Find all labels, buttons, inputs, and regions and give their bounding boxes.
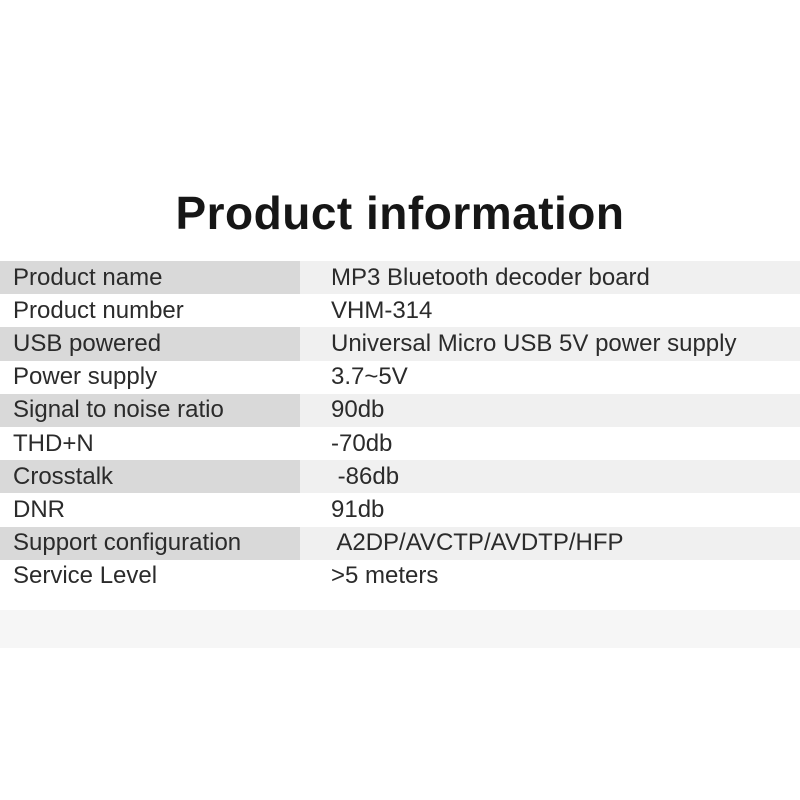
spec-label: Support configuration [0,527,300,560]
spec-value: VHM-314 [331,296,433,324]
spec-row-support-configuration [0,527,800,560]
spec-table [0,261,800,593]
spec-label: Crosstalk [0,460,300,493]
spec-label: USB powered [0,327,300,360]
spec-row-product-number [0,294,800,327]
spec-value: 91db [331,495,385,523]
spec-label: DNR [13,495,65,523]
spec-value: >5 meters [331,562,439,590]
spec-value: MP3 Bluetooth decoder board [300,261,800,294]
spec-value: Universal Micro USB 5V power supply [300,327,800,360]
spec-row-service-level [0,560,800,593]
spec-label: Signal to noise ratio [0,394,300,427]
spec-row-dnr [0,493,800,526]
spec-value: 90db [300,394,800,427]
spec-row-signal-to-noise [0,394,800,427]
spec-value: -86db [300,460,800,493]
spec-value: 3.7~5V [331,363,408,391]
spec-label: Service Level [13,562,158,590]
spec-row-crosstalk [0,460,800,493]
spec-label: Power supply [13,363,158,391]
spec-value: A2DP/AVCTP/AVDTP/HFP [300,527,800,560]
spec-row-product-name [0,261,800,294]
spec-label: THD+N [13,429,94,457]
faint-divider-band [0,610,800,648]
spec-value: -70db [331,429,393,457]
page-title: Product information [175,187,625,239]
spec-row-power-supply [0,361,800,394]
spec-label: Product name [0,261,300,294]
spec-label: Product number [13,296,184,324]
spec-row-thd-n [0,427,800,460]
spec-row-usb-powered [0,327,800,360]
